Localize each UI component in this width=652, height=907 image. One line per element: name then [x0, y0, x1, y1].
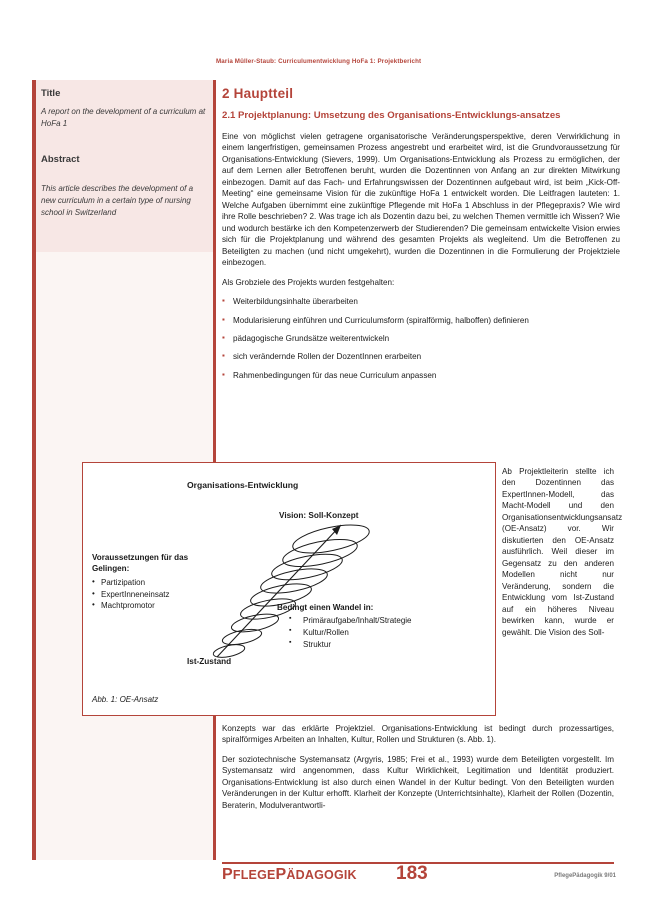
- footer-issue: PflegePädagogik 9/01: [554, 873, 616, 879]
- after-figure-text: [222, 723, 614, 819]
- figure-caption: Abb. 1: OE-Ansatz: [92, 695, 159, 704]
- list-item: • Machtpromotor: [92, 600, 212, 612]
- wraparound-text: Ab Projektleiterin stellte ich den Dozentinnen das ExpertInnen-Modell, das Macht-Modell und den Organisationsentwicklungsansatz (OE-Ansatz) vor. Wir diskutierten den OE-Ansatz ausführlich. Weil dieser im Gegensatz zu den anderen Modellen nicht nur Veränderung, sondern die Entwicklung vom Ist-Zustand auf ein höheres Niveau bewirken kann, wurde er gewählt. Die Vision des Soll-: [502, 467, 623, 637]
- list-item: ▪ Modularisierung einführen und Curriculumsform (spiralförmig, halboffen) definieren: [222, 315, 620, 326]
- list-item: ▪ Kultur/Rollen: [277, 627, 467, 639]
- list-item: ▪ Primäraufgabe/Inhalt/Strategie: [277, 615, 467, 627]
- running-head: Maria Müller-Staub: Curriculumentwicklung HoFa 1: Projektbericht: [216, 58, 422, 65]
- footer-brand-p1: P: [222, 866, 233, 883]
- figure-right-box-label: Bedingt einen Wandel in:: [277, 603, 374, 612]
- figure-left-box-label: Voraussetzungen für das Gelingen:: [92, 553, 189, 573]
- list-item: • Partizipation: [92, 577, 212, 589]
- list-item: • ExpertInneneinsatz: [92, 589, 212, 601]
- accent-bar-left: [32, 80, 36, 860]
- figure-right-box: [277, 603, 467, 651]
- footer-brand: [222, 866, 357, 884]
- page-number: 183: [396, 863, 428, 884]
- list-item: ▪ Rahmenbedingungen für das neue Curriculum anpassen: [222, 370, 620, 381]
- figure-oe-ansatz: [82, 462, 496, 716]
- project-goals-list: [222, 296, 620, 381]
- figure-ist-label: Ist-Zustand: [187, 657, 232, 666]
- footer-brand-p2: FLEGE: [232, 868, 276, 882]
- paragraph-1: Eine von möglichst vielen getragene organisatorische Veränderungsperspektive, deren Verwirklichung in einem langerfristigen, gemeinsamen Prozess angestrebt und erarbeitet wird, ist die Grundvoraussetzung für Organisations-Entwicklung (Sievers, 1999). Um Organisations-Entwicklung als Prozess zu ermöglichen, der auf dem Lernen aller Betroffenen beruht, wurden die Dozentinnen von Anfang an zur direkten Mitwirkung einbezogen. Damit auf das Fach- und Erfahrungswissen der Dozentinnen aufgebaut wird, ist beim „Kick-Off-Meeting“ eine gemeinsame Vision für die zukünftige HoFa 1 entwickelt worden. Die Leitfragen lauteten: 1. Welche Aufgaben übernimmt eine zukünftige Pflegende mit HoFa 1 Abschluss in der Pflegepraxis? Wie wird ihre Rolle beschrieben? 2. Was trage ich als Dozentin dazu bei, zu welchen Themen vermittle ich Wissen? Wie und wodurch bestärke ich den Kompetenzerwerb der Studierenden? Die gemeinsam entwickelte Vision erwies sich für die Projektplanung und während des gesamten Projekts als wegleitend. Um die Betroffenen zu Beteiligten zu machen (und nicht umgekehrt), wurden die Dozentinnen in die Formulierung der Projektziele einbezogen.: [222, 131, 620, 268]
- sidebar: [41, 88, 206, 235]
- list-item: ▪ sich verändernde Rollen der DozentInnen erarbeiten: [222, 351, 620, 362]
- section-title: 2 Hauptteil: [222, 86, 294, 101]
- list-item: ▪ pädagogische Grundsätze weiterentwickeln: [222, 333, 620, 344]
- sidebar-text-abstract: This article describes the development of a new curriculum in a certain type of nursing school in Switzerland: [41, 184, 194, 217]
- figure-vision-label: Vision: Soll-Konzept: [279, 511, 359, 520]
- list-item: ▪ Weiterbildungsinhalte überarbeiten: [222, 296, 620, 307]
- sidebar-text-title: A report on the development of a curriculum at HoFa 1: [41, 107, 206, 128]
- figure-left-box: [92, 553, 212, 612]
- sidebar-heading-abstract: Abstract: [41, 154, 80, 165]
- paragraph-4: Der soziotechnische Systemansatz (Argyris, 1985; Frei et al., 1993) wurde dem Beteiligten vorgestellt. Im Systemansatz wird angenommen, dass Kultur Wirklichkeit, Legitimation und Identität produziert. Organisations-Entwicklung ist also durch einen Wandel in der Kultur bedingt. Von den Beteiligten wurden Veränderungen in der Kultur erhofft. Klarheit der Konzepte (Unterrichtsinhalte), Klarheit der Rollen (Dozentin, Beraterin, Modulverantwortli-: [222, 754, 614, 810]
- figure-title: Organisations-Entwicklung: [187, 480, 299, 490]
- paragraph-2: Als Grobziele des Projekts wurden festgehalten:: [222, 277, 395, 287]
- list-item: ▪ Struktur: [277, 639, 467, 651]
- footer-brand-p3: P: [275, 866, 287, 883]
- sidebar-block-abstract: [41, 154, 206, 219]
- subsection-title: 2.1 Projektplanung: Umsetzung des Organisations-Entwicklungs-ansatzes: [222, 110, 561, 121]
- paragraph-3: Konzepts war das erklärte Projektziel. Organisations-Entwicklung ist bedingt durch prozessartiges, spiralförmiges Arbeiten an Inhalten, Kultur, Rollen und Strukturen (s. Abb. 1).: [222, 724, 614, 745]
- sidebar-heading-title: Title: [41, 88, 61, 99]
- footer-brand-p4: ÄDAGOGIK: [286, 868, 357, 882]
- main-column: [222, 86, 620, 389]
- sidebar-block-title: [41, 88, 206, 130]
